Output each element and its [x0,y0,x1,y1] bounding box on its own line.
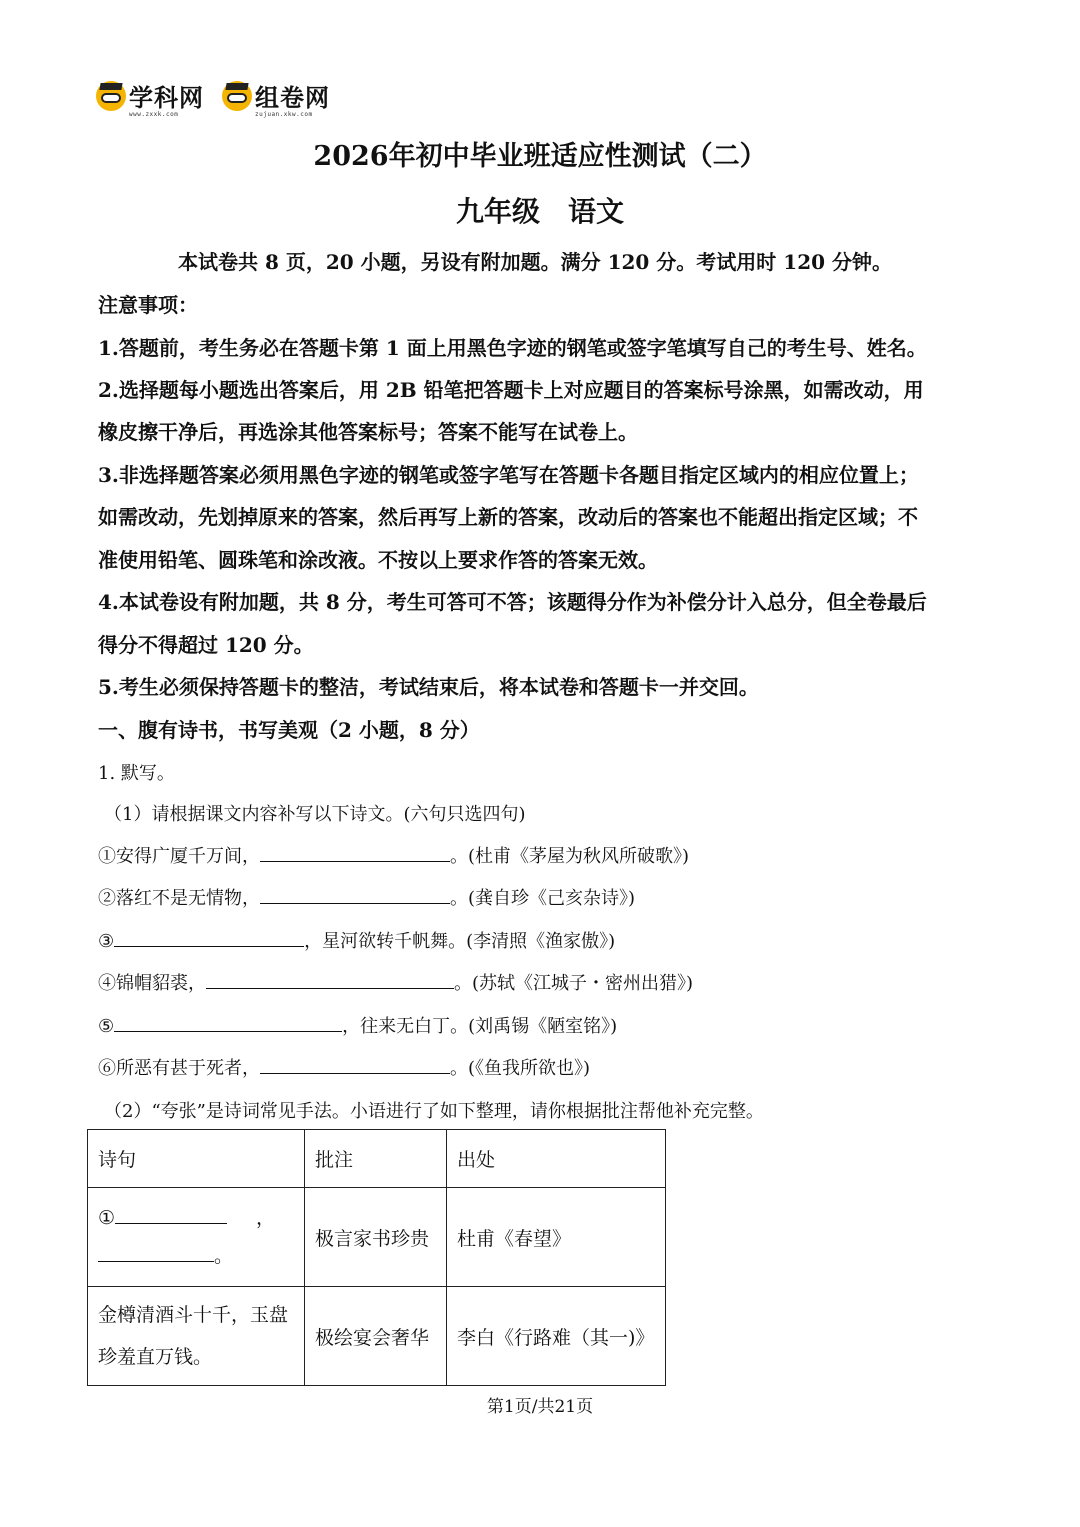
notice-heading: 注意事项： [98,293,198,317]
answer-blank[interactable] [115,1205,227,1224]
table-header-source: 出处 [447,1130,666,1188]
notice-line: 得分不得超过 120 分。 [98,633,314,657]
logo-zujuanwang [222,78,330,118]
poem-table [87,1129,666,1386]
notice-line: 3.非选择题答案必须用黑色字迹的钢笔或签字笔写在答题卡各题目指定区域内的相应位置上； [98,463,919,487]
notice-line: 2.选择题每小题选出答案后，用 2B 铅笔把答题卡上对应题目的答案标号涂黑，如需改动，用 [98,378,924,402]
fill-item-5: ⑤ ，往来无白丁。(刘禹锡《陋室铭》) [98,1012,617,1038]
question-1-2: （2）“夸张”是诗词常见手法。小语进行了如下整理，请你根据批注帮他补充完整。 [104,1101,764,1122]
logo-url: www.zxxk.com [129,111,179,118]
answer-blank[interactable] [114,928,304,947]
table-header-row [88,1130,666,1188]
table-header-poem: 诗句 [88,1130,305,1188]
table-cell-note: 极言家书珍贵 [305,1188,447,1287]
table-row [88,1287,666,1386]
table-cell-note: 极绘宴会奢华 [305,1287,447,1386]
notice-line: 5.考生必须保持答题卡的整洁，考试结束后，将本试卷和答题卡一并交回。 [98,675,759,699]
logo-text: 学科网 [129,84,204,112]
exam-subtitle: 九年级 语文 [455,195,624,228]
answer-blank[interactable] [260,843,450,862]
fill-item-3: ③ ，星河欲转千帆舞。(李清照《渔家傲》) [98,927,615,953]
fill-item-6: ⑥所恶有甚于死者， 。(《鱼我所欲也》) [98,1054,590,1080]
header-logos [96,78,330,118]
question-1-1: （1）请根据课文内容补写以下诗文。(六句只选四句) [104,804,526,825]
page-footer: 第1页/共21页 [486,1397,594,1417]
intro-text: 本试卷共 8 页，20 小题，另设有附加题。满分 120 分。考试用时 120 分钟。 [178,250,892,274]
section-heading: 一、腹有诗书，书写美观（2 小题，8 分） [98,718,480,742]
answer-blank[interactable] [260,885,450,904]
table-row [88,1188,666,1287]
notice-line: 1.答题前，考生务必在答题卡第 1 面上用黑色字迹的钢笔或签字笔填写自己的考生号、姓名。 [98,336,927,360]
table-cell-source: 杜甫《春望》 [447,1188,666,1287]
fill-item-4: ④锦帽貂裘， 。(苏轼《江城子・密州出猎》) [98,969,693,995]
question-1: 1. 默写。 [98,763,175,784]
owl-logo-icon [222,81,252,111]
exam-title: 2026年初中毕业班适应性测试（二） [313,141,767,172]
owl-logo-icon [96,81,126,111]
fill-item-1: ①安得广厦千万间， 。(杜甫《茅屋为秋风所破歌》) [98,842,689,868]
table-cell-poem: 金樽清酒斗十千，玉盘 珍羞直万钱。 [88,1287,305,1386]
table-header-note: 批注 [305,1130,447,1188]
table-cell-poem: ① ， 。 [88,1188,305,1287]
logo-url: zujuan.xkw.com [255,111,313,118]
logo-text: 组卷网 [255,84,330,112]
table-cell-source: 李白《行路难（其一)》 [447,1287,666,1386]
notice-line: 4.本试卷设有附加题，共 8 分，考生可答可不答；该题得分作为补偿分计入总分，但全卷最后 [98,590,927,614]
answer-blank[interactable] [260,1055,450,1074]
logo-xuekewang [96,78,204,118]
notice-line: 如需改动，先划掉原来的答案，然后再写上新的答案，改动后的答案也不能超出指定区域；不 [98,505,918,529]
notice-line: 橡皮擦干净后，再选涂其他答案标号；答案不能写在试卷上。 [98,420,638,444]
answer-blank[interactable] [206,970,454,989]
fill-item-2: ②落红不是无情物， 。(龚自珍《己亥杂诗》) [98,884,635,910]
answer-blank[interactable] [114,1013,342,1032]
answer-blank[interactable] [98,1243,214,1262]
notice-line: 准使用铅笔、圆珠笔和涂改液。不按以上要求作答的答案无效。 [98,548,658,572]
